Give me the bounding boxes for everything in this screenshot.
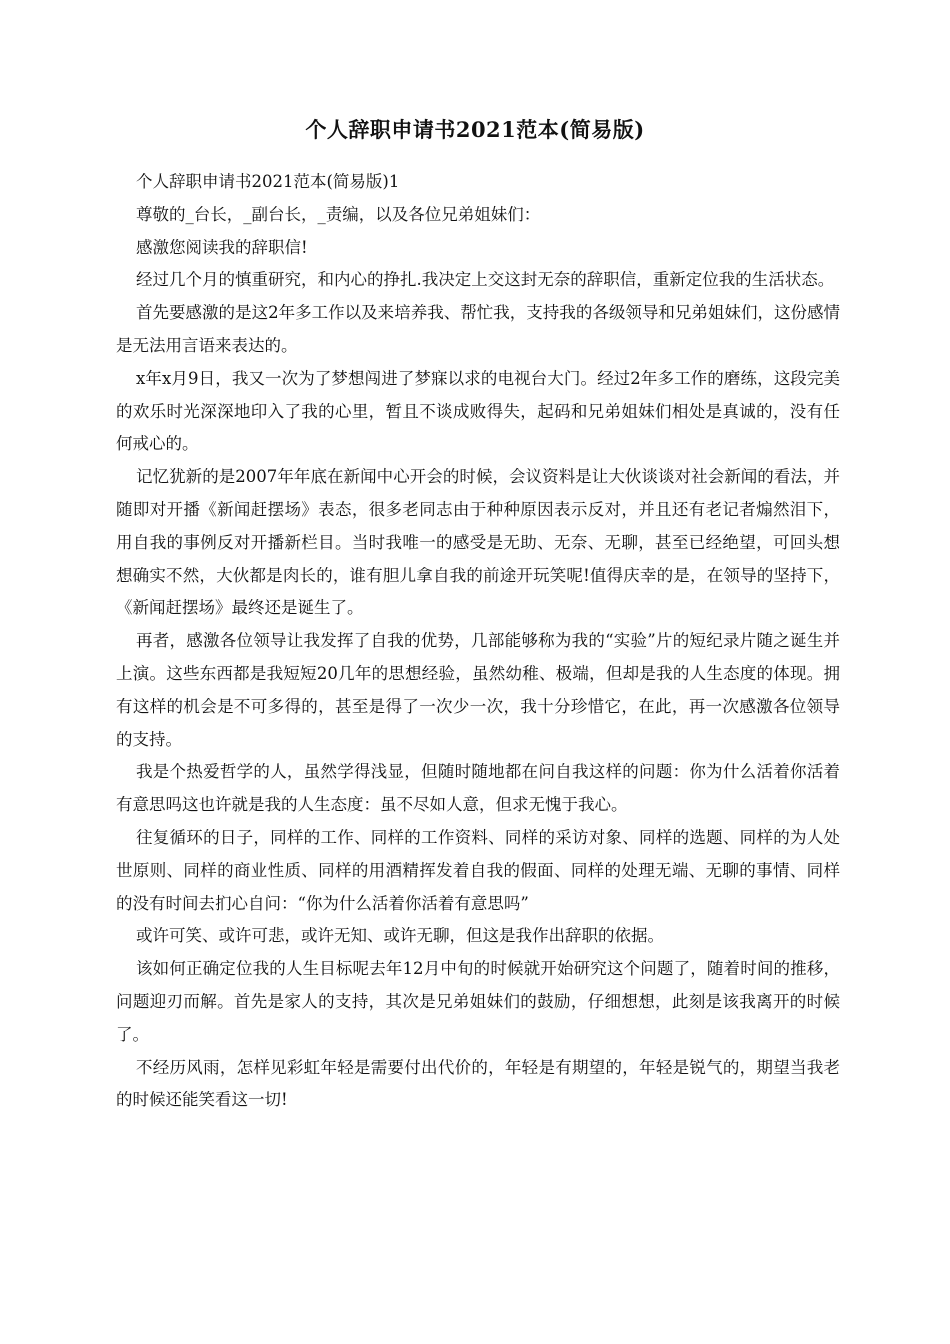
paragraph: 我是个热爱哲学的人，虽然学得浅显，但随时随地都在问自我这样的问题：你为什么活着你活着有意思吗这也许就是我的人生态度：虽不尽如人意，但求无愧于我心。 [116, 762, 840, 815]
paragraph: 经过几个月的慎重研究，和内心的挣扎.我决定上交这封无奈的辞职信，重新定位我的生活状态。 [136, 270, 835, 290]
paragraph: 往复循环的日子，同样的工作、同样的工作资料、同样的采访对象、同样的选题、同样的为人处世原则、同样的商业性质、同样的用酒精挥发着自我的假面、同样的处理无端、无聊的事情、同样的没有时间去扪心自问：“你为什么活着你活着有意思吗” [116, 827, 840, 913]
paragraph: 首先要感激的是这2年多工作以及来培养我、帮忙我，支持我的各级领导和兄弟姐妹们，这份感情是无法用言语来表达的。 [116, 303, 840, 355]
paragraph: 记忆犹新的是2007年年底在新闻中心开会的时候，会议资料是让大伙谈谈对社会新闻的看法，并随即对开播《新闻赶摆场》表态，很多老同志由于种种原因表示反对，并且还有老记者煽然泪下，用自我的事例反对开播新栏目。当时我唯一的感受是无助、无奈、无聊，甚至已经绝望，可回头想想确实不然，大伙都是肉长的，谁有胆儿拿自我的前途开玩笑呢!值得庆幸的是，在领导的坚持下，《新闻赶摆场》最终还是诞生了。 [116, 467, 840, 618]
paragraph-heading: 个人辞职申请书2021范本(简易版)1 [136, 172, 400, 191]
paragraph: 再者，感激各位领导让我发挥了自我的优势，几部能够称为我的“实验”片的短纪录片随之诞生并上演。这些东西都是我短短20几年的思想经验，虽然幼稚、极端，但却是我的人生态度的体现。拥有这样的机会是不可多得的，甚至是得了一次少一次，我十分珍惜它，在此，再一次感激各位领导的支持。 [116, 631, 840, 749]
paragraph: x年x月9日，我又一次为了梦想闯进了梦寐以求的电视台大门。经过2年多工作的磨练，这段完美的欢乐时光深深地印入了我的心里，暂且不谈成败得失，起码和兄弟姐妹们相处是真诚的，没有任何戒心的。 [116, 368, 840, 454]
paragraph: 或许可笑、或许可悲，或许无知、或许无聊，但这是我作出辞职的依据。 [136, 926, 664, 946]
paragraph-closing: 不经历风雨，怎样见彩虹年轻是需要付出代价的，年轻是有期望的，年轻是锐气的，期望当我老的时候还能笑看这一切! [116, 1057, 840, 1110]
document-body [116, 166, 840, 1117]
paragraph-thanks: 感激您阅读我的辞职信! [136, 237, 308, 257]
paragraph: 该如何正确定位我的人生目标呢去年12月中旬的时候就开始研究这个问题了，随着时间的推移，问题迎刃而解。首先是家人的支持，其次是兄弟姐妹们的鼓励，仔细想想，此刻是该我离开的时候了。 [116, 959, 840, 1044]
document-title: 个人辞职申请书2021范本(简易版) [305, 117, 645, 142]
paragraph-salutation: 尊敬的_台长，_副台长，_责编，以及各位兄弟姐妹们： [136, 204, 541, 224]
